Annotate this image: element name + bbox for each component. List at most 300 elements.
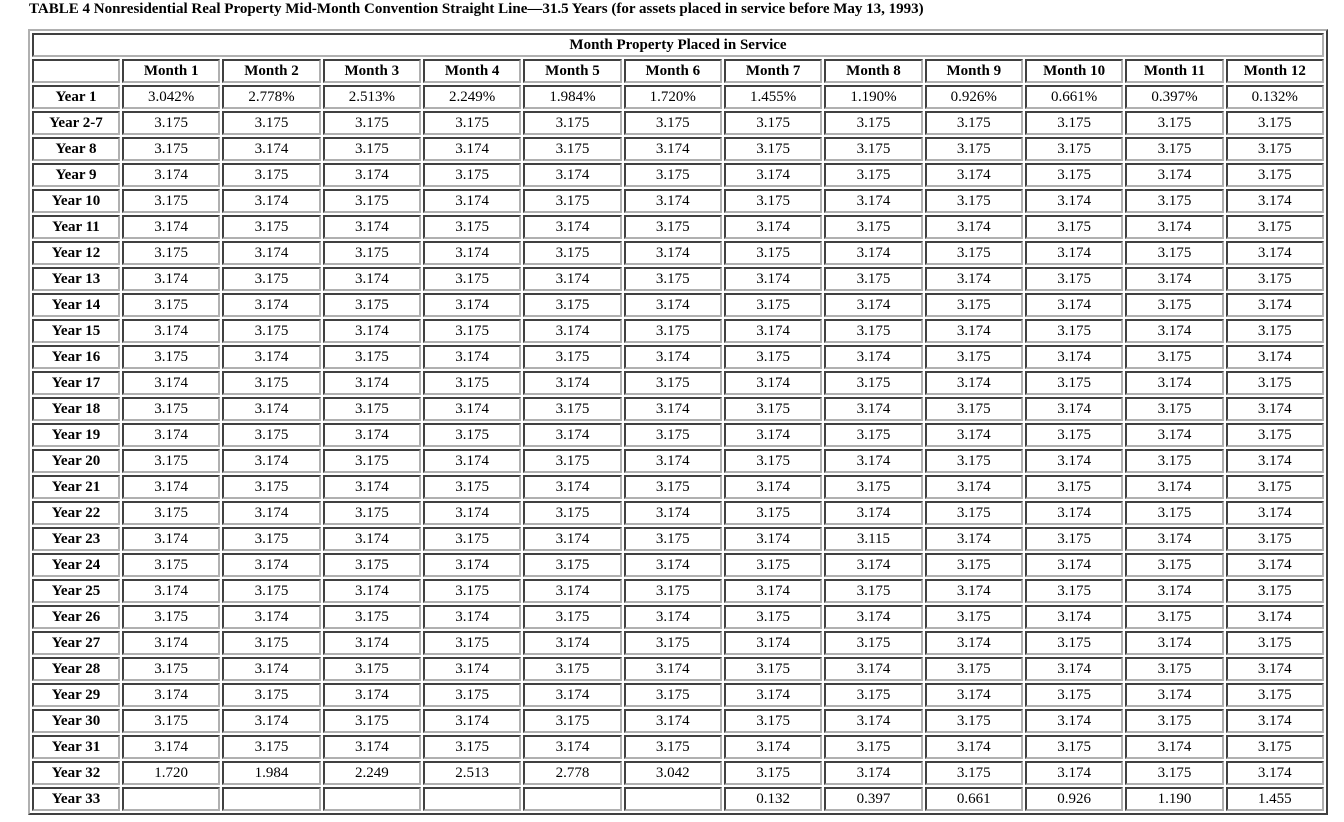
table-cell: 3.174 xyxy=(624,345,722,369)
table-cell: 3.174 xyxy=(925,371,1023,395)
table-cell: 3.174 xyxy=(824,709,922,733)
column-header: Month 3 xyxy=(323,59,421,83)
table-cell: 3.175 xyxy=(824,371,922,395)
table-cell: 3.174 xyxy=(925,579,1023,603)
table-cell: 3.175 xyxy=(724,501,822,525)
table-cell: 3.175 xyxy=(423,423,521,447)
table-cell: 2.778% xyxy=(222,85,320,109)
table-cell: 3.174 xyxy=(222,449,320,473)
table-cell xyxy=(323,787,421,811)
table-cell: 3.174 xyxy=(523,735,621,759)
table-row xyxy=(32,579,1324,603)
table-cell: 3.174 xyxy=(523,215,621,239)
table-cell: 3.175 xyxy=(824,579,922,603)
column-header: Month 11 xyxy=(1125,59,1223,83)
table-cell: 3.175 xyxy=(925,501,1023,525)
table-cell: 3.175 xyxy=(423,475,521,499)
table-cell: 3.175 xyxy=(523,345,621,369)
table-cell: 3.174 xyxy=(523,579,621,603)
table-cell: 3.175 xyxy=(925,553,1023,577)
table-cell: 2.513% xyxy=(323,85,421,109)
table-cell: 3.174 xyxy=(1226,501,1324,525)
table-cell: 3.174 xyxy=(925,527,1023,551)
row-label: Year 20 xyxy=(32,449,120,473)
table-cell: 3.174 xyxy=(222,553,320,577)
table-row xyxy=(32,267,1324,291)
table-cell: 3.175 xyxy=(925,449,1023,473)
table-cell: 3.174 xyxy=(824,657,922,681)
table-cell: 3.175 xyxy=(1226,683,1324,707)
table-cell: 3.175 xyxy=(724,137,822,161)
table-cell: 3.175 xyxy=(1025,423,1123,447)
table-cell: 3.174 xyxy=(122,215,220,239)
table-cell: 3.175 xyxy=(1125,241,1223,265)
column-header: Month 8 xyxy=(824,59,922,83)
table-cell: 3.174 xyxy=(1125,267,1223,291)
table-cell: 3.174 xyxy=(724,163,822,187)
column-header: Month 5 xyxy=(523,59,621,83)
table-cell: 3.175 xyxy=(1025,111,1123,135)
table-cell: 3.174 xyxy=(122,579,220,603)
table-cell: 3.175 xyxy=(624,215,722,239)
table-cell: 3.174 xyxy=(1025,605,1123,629)
table-cell: 3.174 xyxy=(523,527,621,551)
table-cell: 3.174 xyxy=(624,241,722,265)
table-cell: 3.175 xyxy=(1025,475,1123,499)
row-label: Year 12 xyxy=(32,241,120,265)
table-cell: 0.132% xyxy=(1226,85,1324,109)
table-cell: 3.175 xyxy=(1125,345,1223,369)
table-cell: 3.174 xyxy=(323,735,421,759)
table-cell: 3.175 xyxy=(624,371,722,395)
table-cell: 3.175 xyxy=(1226,371,1324,395)
table-cell: 3.174 xyxy=(323,475,421,499)
table-cell: 3.174 xyxy=(1025,293,1123,317)
table-cell: 3.175 xyxy=(724,761,822,785)
table-cell: 3.174 xyxy=(824,761,922,785)
row-label: Year 30 xyxy=(32,709,120,733)
table-cell: 3.175 xyxy=(323,501,421,525)
table-cell: 3.175 xyxy=(122,111,220,135)
table-cell: 2.778 xyxy=(523,761,621,785)
table-cell: 3.174 xyxy=(1226,345,1324,369)
table-cell: 3.175 xyxy=(323,111,421,135)
table-cell: 3.175 xyxy=(624,267,722,291)
table-body xyxy=(32,85,1324,811)
table-cell: 3.174 xyxy=(624,449,722,473)
table-cell: 3.174 xyxy=(1125,319,1223,343)
table-cell: 3.174 xyxy=(323,267,421,291)
table-cell xyxy=(222,787,320,811)
table-cell: 3.175 xyxy=(122,345,220,369)
table-cell: 3.175 xyxy=(824,111,922,135)
table-cell: 3.175 xyxy=(724,293,822,317)
table-cell: 3.174 xyxy=(523,267,621,291)
table-cell: 3.175 xyxy=(1226,423,1324,447)
table-cell: 3.175 xyxy=(1226,475,1324,499)
table-cell: 3.175 xyxy=(122,553,220,577)
table-cell: 3.175 xyxy=(724,605,822,629)
table-cell: 3.175 xyxy=(1226,267,1324,291)
row-label: Year 26 xyxy=(32,605,120,629)
table-cell: 3.174 xyxy=(925,267,1023,291)
table-cell: 3.174 xyxy=(925,631,1023,655)
table-cell: 3.175 xyxy=(423,631,521,655)
table-cell: 3.174 xyxy=(724,371,822,395)
table-cell: 3.174 xyxy=(1226,397,1324,421)
table-cell: 3.174 xyxy=(824,553,922,577)
table-cell: 3.174 xyxy=(222,293,320,317)
table-cell: 3.174 xyxy=(724,735,822,759)
row-label: Year 10 xyxy=(32,189,120,213)
table-row xyxy=(32,241,1324,265)
table-cell: 3.175 xyxy=(724,397,822,421)
table-cell: 3.174 xyxy=(724,267,822,291)
row-label: Year 23 xyxy=(32,527,120,551)
table-cell: 3.175 xyxy=(724,241,822,265)
table-cell: 3.174 xyxy=(925,163,1023,187)
table-cell: 3.174 xyxy=(122,631,220,655)
table-cell: 3.174 xyxy=(122,371,220,395)
row-label: Year 2-7 xyxy=(32,111,120,135)
table-row xyxy=(32,137,1324,161)
table-cell: 3.175 xyxy=(222,475,320,499)
table-cell: 3.174 xyxy=(423,501,521,525)
table-cell: 3.175 xyxy=(1226,163,1324,187)
table-cell: 3.174 xyxy=(222,501,320,525)
table-cell: 3.175 xyxy=(925,189,1023,213)
table-cell: 3.174 xyxy=(423,397,521,421)
table-cell: 3.175 xyxy=(1226,631,1324,655)
table-cell: 3.174 xyxy=(523,475,621,499)
table-cell: 3.175 xyxy=(925,137,1023,161)
table-cell: 3.174 xyxy=(624,137,722,161)
table-cell: 3.175 xyxy=(122,709,220,733)
table-cell: 3.174 xyxy=(1025,397,1123,421)
table-cell: 3.175 xyxy=(1125,449,1223,473)
table-cell: 3.174 xyxy=(323,319,421,343)
table-cell: 3.175 xyxy=(523,553,621,577)
table-cell: 3.174 xyxy=(925,475,1023,499)
table-cell xyxy=(523,787,621,811)
table-cell: 3.175 xyxy=(323,553,421,577)
table-cell: 3.174 xyxy=(323,371,421,395)
table-cell: 3.175 xyxy=(222,371,320,395)
table-cell: 3.174 xyxy=(724,527,822,551)
table-cell: 3.174 xyxy=(925,423,1023,447)
table-cell: 3.174 xyxy=(1226,241,1324,265)
table-cell: 3.174 xyxy=(925,683,1023,707)
table-cell: 3.175 xyxy=(222,215,320,239)
row-label: Year 24 xyxy=(32,553,120,577)
table-cell: 3.174 xyxy=(724,215,822,239)
table-cell: 3.174 xyxy=(1125,423,1223,447)
table-cell: 3.175 xyxy=(724,553,822,577)
table-cell: 3.175 xyxy=(122,657,220,681)
table-cell: 3.174 xyxy=(1226,605,1324,629)
table-cell: 3.175 xyxy=(122,397,220,421)
row-label: Year 14 xyxy=(32,293,120,317)
table-cell: 3.174 xyxy=(1025,449,1123,473)
table-cell: 3.174 xyxy=(624,501,722,525)
table-cell: 3.175 xyxy=(624,319,722,343)
table-cell: 3.175 xyxy=(1125,553,1223,577)
column-header: Month 6 xyxy=(624,59,722,83)
table-cell: 3.174 xyxy=(1226,657,1324,681)
table-cell: 3.175 xyxy=(523,137,621,161)
table-cell xyxy=(423,787,521,811)
table-cell: 3.174 xyxy=(824,189,922,213)
table-cell: 1.720 xyxy=(122,761,220,785)
table-cell: 3.175 xyxy=(323,397,421,421)
table-cell: 3.175 xyxy=(1025,683,1123,707)
table-cell: 3.174 xyxy=(1125,735,1223,759)
table-cell: 3.175 xyxy=(323,189,421,213)
table-cell: 3.175 xyxy=(323,293,421,317)
table-cell: 2.513 xyxy=(423,761,521,785)
table-row xyxy=(32,709,1324,733)
table-cell: 3.174 xyxy=(222,605,320,629)
table-cell: 3.175 xyxy=(323,345,421,369)
table-cell: 3.174 xyxy=(222,709,320,733)
table-cell: 3.175 xyxy=(1025,215,1123,239)
table-cell: 3.175 xyxy=(1025,735,1123,759)
table-cell: 3.174 xyxy=(1125,215,1223,239)
table-cell: 3.174 xyxy=(724,683,822,707)
row-label: Year 11 xyxy=(32,215,120,239)
table-cell: 3.175 xyxy=(1025,631,1123,655)
table-cell: 3.174 xyxy=(222,241,320,265)
table-cell: 3.175 xyxy=(824,423,922,447)
table-cell: 3.175 xyxy=(323,657,421,681)
table-cell: 3.175 xyxy=(1226,735,1324,759)
row-label: Year 32 xyxy=(32,761,120,785)
table-cell: 3.174 xyxy=(423,553,521,577)
table-cell: 3.174 xyxy=(323,631,421,655)
column-header: Month 7 xyxy=(724,59,822,83)
table-cell: 3.175 xyxy=(122,293,220,317)
row-label: Year 18 xyxy=(32,397,120,421)
table-cell: 3.174 xyxy=(523,423,621,447)
table-cell: 3.175 xyxy=(122,241,220,265)
table-cell: 3.175 xyxy=(724,657,822,681)
table-cell: 0.397% xyxy=(1125,85,1223,109)
table-cell: 3.175 xyxy=(624,683,722,707)
table-row xyxy=(32,371,1324,395)
row-label: Year 31 xyxy=(32,735,120,759)
row-label: Year 21 xyxy=(32,475,120,499)
table-cell: 3.174 xyxy=(1125,579,1223,603)
table-cell: 3.174 xyxy=(724,579,822,603)
table-cell: 3.174 xyxy=(222,137,320,161)
table-cell: 3.174 xyxy=(423,293,521,317)
table-cell: 3.174 xyxy=(122,475,220,499)
table-cell: 2.249% xyxy=(423,85,521,109)
table-cell: 3.174 xyxy=(1226,761,1324,785)
table-row xyxy=(32,657,1324,681)
table-row xyxy=(32,605,1324,629)
table-cell: 3.175 xyxy=(925,605,1023,629)
table-cell: 3.174 xyxy=(122,735,220,759)
corner-cell xyxy=(32,59,120,83)
table-cell: 3.175 xyxy=(222,631,320,655)
table-cell: 3.174 xyxy=(323,163,421,187)
table-cell: 3.175 xyxy=(222,683,320,707)
table-row xyxy=(32,475,1324,499)
table-cell: 3.174 xyxy=(1025,709,1123,733)
table-cell: 3.174 xyxy=(423,657,521,681)
table-cell: 3.174 xyxy=(824,293,922,317)
table-cell: 3.174 xyxy=(624,709,722,733)
table-cell: 3.174 xyxy=(1025,501,1123,525)
table-cell: 3.174 xyxy=(122,683,220,707)
row-label: Year 27 xyxy=(32,631,120,655)
table-cell: 1.984% xyxy=(523,85,621,109)
table-cell: 3.175 xyxy=(925,761,1023,785)
table-cell: 3.175 xyxy=(423,267,521,291)
table-cell: 3.174 xyxy=(1226,709,1324,733)
table-cell: 3.175 xyxy=(323,137,421,161)
table-cell: 3.175 xyxy=(624,163,722,187)
table-cell: 3.175 xyxy=(222,527,320,551)
table-cell: 3.175 xyxy=(523,241,621,265)
table-row xyxy=(32,163,1324,187)
table-cell: 3.174 xyxy=(122,527,220,551)
table-cell: 3.174 xyxy=(323,215,421,239)
table-cell: 3.174 xyxy=(423,709,521,733)
table-cell: 3.175 xyxy=(824,267,922,291)
table-cell: 3.175 xyxy=(523,111,621,135)
table-cell: 3.175 xyxy=(925,111,1023,135)
table-cell: 3.175 xyxy=(724,189,822,213)
table-cell: 3.175 xyxy=(1025,371,1123,395)
table-cell: 3.174 xyxy=(824,241,922,265)
table-cell: 3.174 xyxy=(423,189,521,213)
table-row xyxy=(32,319,1324,343)
row-label: Year 15 xyxy=(32,319,120,343)
table-cell: 3.174 xyxy=(1125,371,1223,395)
table-cell: 3.174 xyxy=(624,189,722,213)
table-cell: 3.174 xyxy=(1226,293,1324,317)
table-cell: 3.175 xyxy=(1226,215,1324,239)
table-cell: 3.174 xyxy=(523,163,621,187)
table-cell: 3.174 xyxy=(1226,189,1324,213)
table-cell: 0.397 xyxy=(824,787,922,811)
table-cell: 3.175 xyxy=(1025,163,1123,187)
table-cell: 3.174 xyxy=(323,683,421,707)
table-row xyxy=(32,449,1324,473)
table-row xyxy=(32,787,1324,811)
table-cell: 3.175 xyxy=(523,709,621,733)
table-cell: 3.174 xyxy=(1025,345,1123,369)
table-cell: 3.175 xyxy=(222,163,320,187)
table-cell: 3.175 xyxy=(1025,267,1123,291)
table-cell: 3.174 xyxy=(222,657,320,681)
table-cell: 3.175 xyxy=(624,475,722,499)
table-cell: 3.175 xyxy=(122,137,220,161)
table-cell: 3.175 xyxy=(925,345,1023,369)
table-cell: 3.175 xyxy=(1226,319,1324,343)
table-cell: 3.175 xyxy=(824,163,922,187)
table-cell: 3.175 xyxy=(523,657,621,681)
table-cell: 3.174 xyxy=(624,293,722,317)
table-cell: 3.175 xyxy=(624,111,722,135)
table-cell: 3.174 xyxy=(824,501,922,525)
table-cell: 1.455% xyxy=(724,85,822,109)
column-header: Month 9 xyxy=(925,59,1023,83)
table-cell: 3.174 xyxy=(323,527,421,551)
table-cell: 3.175 xyxy=(824,631,922,655)
table-cell: 3.175 xyxy=(624,631,722,655)
table-cell: 3.042 xyxy=(624,761,722,785)
table-cell: 3.175 xyxy=(824,319,922,343)
table-row xyxy=(32,527,1324,551)
table-cell: 3.174 xyxy=(824,449,922,473)
table-cell: 3.174 xyxy=(122,423,220,447)
table-cell: 3.174 xyxy=(1125,475,1223,499)
table-cell: 3.175 xyxy=(624,735,722,759)
table-row xyxy=(32,345,1324,369)
table-cell: 3.174 xyxy=(824,397,922,421)
table-cell: 3.174 xyxy=(323,423,421,447)
table-cell: 0.661 xyxy=(925,787,1023,811)
table-cell: 3.174 xyxy=(724,319,822,343)
table-row xyxy=(32,293,1324,317)
table-cell: 3.175 xyxy=(925,397,1023,421)
row-label: Year 28 xyxy=(32,657,120,681)
table-cell: 3.174 xyxy=(824,345,922,369)
row-label: Year 19 xyxy=(32,423,120,447)
column-header: Month 12 xyxy=(1226,59,1324,83)
table-cell: 3.175 xyxy=(323,605,421,629)
table-cell: 3.174 xyxy=(724,475,822,499)
table-cell: 3.175 xyxy=(222,267,320,291)
row-label: Year 16 xyxy=(32,345,120,369)
table-cell: 3.175 xyxy=(122,449,220,473)
table-cell: 3.174 xyxy=(523,371,621,395)
table-cell: 0.926% xyxy=(925,85,1023,109)
table-cell: 3.175 xyxy=(1125,397,1223,421)
table-cell: 3.174 xyxy=(1125,163,1223,187)
table-cell: 3.175 xyxy=(523,293,621,317)
table-cell: 3.175 xyxy=(523,397,621,421)
table-cell: 3.174 xyxy=(523,683,621,707)
table-cell: 3.175 xyxy=(423,579,521,603)
row-label: Year 8 xyxy=(32,137,120,161)
table-cell: 3.174 xyxy=(925,319,1023,343)
table-cell: 0.661% xyxy=(1025,85,1123,109)
table-row xyxy=(32,189,1324,213)
table-cell: 3.174 xyxy=(624,657,722,681)
table-cell: 1.720% xyxy=(624,85,722,109)
table-cell: 3.175 xyxy=(1025,527,1123,551)
table-cell: 3.174 xyxy=(523,319,621,343)
table-cell: 3.175 xyxy=(925,293,1023,317)
table-cell: 0.926 xyxy=(1025,787,1123,811)
table-cell: 3.175 xyxy=(423,163,521,187)
table-cell: 3.174 xyxy=(1226,553,1324,577)
table-cell: 1.455 xyxy=(1226,787,1324,811)
table-cell: 3.115 xyxy=(824,527,922,551)
row-label: Year 29 xyxy=(32,683,120,707)
table-cell: 3.174 xyxy=(724,423,822,447)
table-cell: 3.175 xyxy=(1125,657,1223,681)
table-cell: 3.175 xyxy=(925,709,1023,733)
table-cell: 3.174 xyxy=(624,605,722,629)
table-cell: 3.175 xyxy=(1226,137,1324,161)
row-label: Year 13 xyxy=(32,267,120,291)
row-label: Year 33 xyxy=(32,787,120,811)
